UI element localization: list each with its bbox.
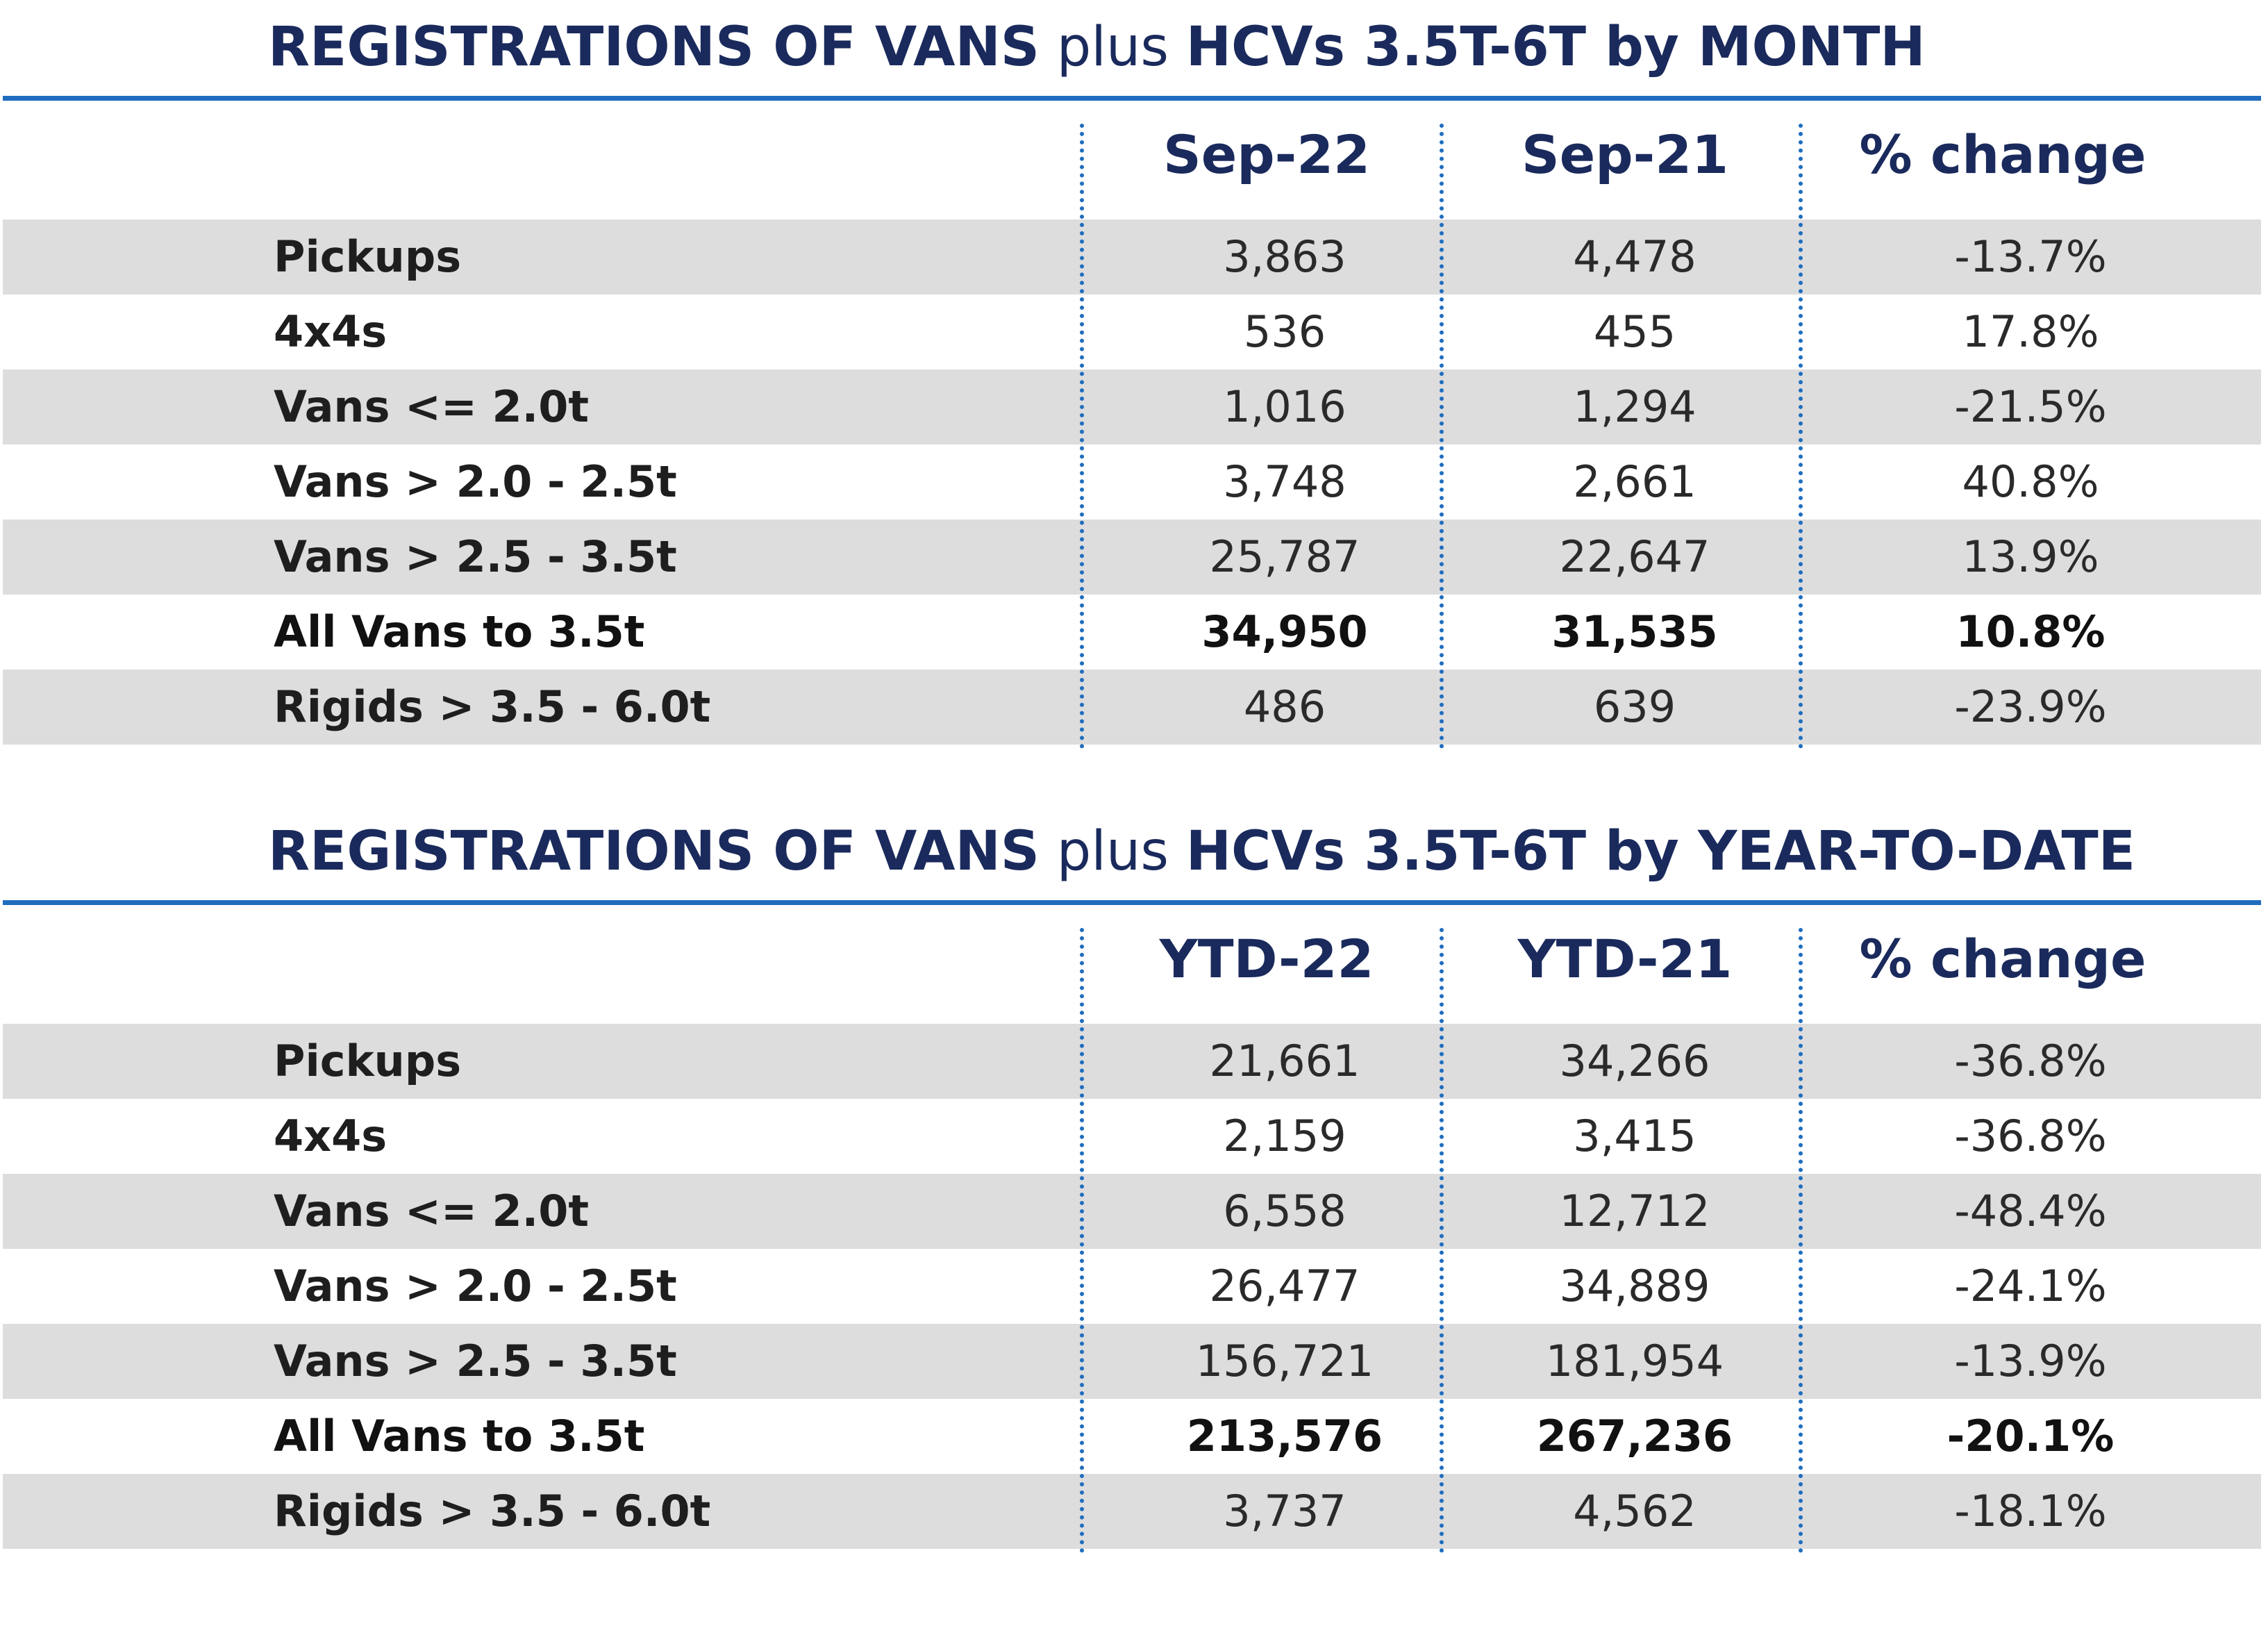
row-label: All Vans to 3.5t: [274, 606, 645, 657]
percent-change: 17.8%: [1962, 306, 2099, 357]
table-row-total: [3, 1399, 2261, 1474]
column-divider: [1799, 928, 1803, 1553]
percent-change: -18.1%: [1954, 1486, 2107, 1536]
previous-value: 4,562: [1573, 1486, 1696, 1536]
column-divider: [1440, 124, 1444, 749]
column-header-previous: Sep-21: [1521, 124, 1728, 185]
current-value: 6,558: [1223, 1186, 1346, 1236]
title-part-light: plus: [1039, 16, 1186, 78]
column-divider: [1080, 928, 1084, 1553]
row-label: Vans <= 2.0t: [274, 381, 590, 432]
percent-change: 40.8%: [1962, 456, 2099, 507]
current-value: 34,950: [1201, 606, 1368, 657]
column-header-change: % change: [1859, 928, 2146, 990]
previous-value: 4,478: [1573, 231, 1696, 282]
current-value: 2,159: [1223, 1111, 1346, 1161]
column-divider: [1440, 928, 1444, 1553]
percent-change: -24.1%: [1954, 1261, 2107, 1311]
table-row: [3, 1474, 2261, 1549]
current-value: 26,477: [1209, 1261, 1360, 1311]
row-label: Vans > 2.0 - 2.5t: [274, 1261, 677, 1311]
percent-change: -21.5%: [1954, 381, 2107, 432]
previous-value: 455: [1593, 306, 1676, 357]
percent-change: 10.8%: [1956, 606, 2106, 657]
column-header-current: Sep-22: [1163, 124, 1370, 185]
title-part-bold: REGISTRATIONS OF VANS: [268, 820, 1040, 883]
previous-value: 2,661: [1573, 456, 1696, 507]
row-label: Rigids > 3.5 - 6.0t: [274, 1486, 711, 1536]
title-part-bold: HCVs 3.5T-6T by MONTH: [1185, 16, 1926, 78]
percent-change: -23.9%: [1954, 681, 2107, 732]
previous-value: 31,535: [1551, 606, 1718, 657]
row-label: Pickups: [274, 231, 462, 282]
previous-value: 1,294: [1573, 381, 1696, 432]
row-label: Pickups: [274, 1036, 462, 1086]
table-row: [3, 445, 2261, 520]
table-row: [3, 1174, 2261, 1249]
percent-change: -36.8%: [1954, 1111, 2107, 1161]
current-value: 21,661: [1209, 1036, 1360, 1086]
row-label: Vans <= 2.0t: [274, 1186, 590, 1236]
percent-change: -20.1%: [1946, 1411, 2115, 1461]
table-row: [3, 520, 2261, 595]
column-header-previous: YTD-21: [1517, 928, 1733, 990]
table-row: [3, 219, 2261, 294]
previous-value: 22,647: [1559, 531, 1710, 582]
previous-value: 267,236: [1536, 1411, 1733, 1461]
table-row: [3, 1324, 2261, 1399]
current-value: 3,863: [1223, 231, 1346, 282]
percent-change: -13.7%: [1954, 231, 2107, 282]
row-label: All Vans to 3.5t: [274, 1411, 645, 1461]
current-value: 3,748: [1223, 456, 1346, 507]
previous-value: 639: [1593, 681, 1676, 732]
table-title: [268, 818, 2135, 885]
table-row: [3, 294, 2261, 370]
title-underline: [3, 96, 2261, 101]
column-divider: [1080, 124, 1084, 749]
previous-value: 181,954: [1545, 1336, 1724, 1386]
current-value: 25,787: [1209, 531, 1360, 582]
column-header-change: % change: [1859, 124, 2146, 185]
current-value: 3,737: [1223, 1486, 1346, 1536]
table-title: [268, 14, 1926, 81]
previous-value: 34,266: [1559, 1036, 1710, 1086]
table-row: [3, 670, 2261, 745]
row-label: Vans > 2.5 - 3.5t: [274, 1336, 677, 1386]
row-label: Vans > 2.5 - 3.5t: [274, 531, 677, 582]
current-value: 213,576: [1186, 1411, 1383, 1461]
title-part-light: plus: [1039, 820, 1186, 883]
table-row: [3, 1099, 2261, 1174]
title-part-bold: HCVs 3.5T-6T by YEAR-TO-DATE: [1185, 820, 2135, 883]
previous-value: 34,889: [1559, 1261, 1710, 1311]
previous-value: 3,415: [1573, 1111, 1696, 1161]
table-row: [3, 370, 2261, 445]
percent-change: 13.9%: [1962, 531, 2099, 582]
table-row: [3, 1249, 2261, 1324]
current-value: 536: [1243, 306, 1326, 357]
current-value: 1,016: [1223, 381, 1346, 432]
row-label: 4x4s: [274, 1111, 387, 1161]
row-label: Rigids > 3.5 - 6.0t: [274, 681, 711, 732]
column-divider: [1799, 124, 1803, 749]
column-header-current: YTD-22: [1159, 928, 1374, 990]
percent-change: -13.9%: [1954, 1336, 2107, 1386]
current-value: 486: [1243, 681, 1326, 732]
percent-change: -36.8%: [1954, 1036, 2107, 1086]
header-row: [3, 117, 2261, 193]
row-label: 4x4s: [274, 306, 387, 357]
previous-value: 12,712: [1559, 1186, 1710, 1236]
row-label: Vans > 2.0 - 2.5t: [274, 456, 677, 507]
header-row: [3, 921, 2261, 997]
table-row: [3, 1024, 2261, 1099]
current-value: 156,721: [1195, 1336, 1374, 1386]
table-row-total: [3, 595, 2261, 670]
percent-change: -48.4%: [1954, 1186, 2107, 1236]
title-underline: [3, 900, 2261, 905]
title-part-bold: REGISTRATIONS OF VANS: [268, 16, 1040, 78]
